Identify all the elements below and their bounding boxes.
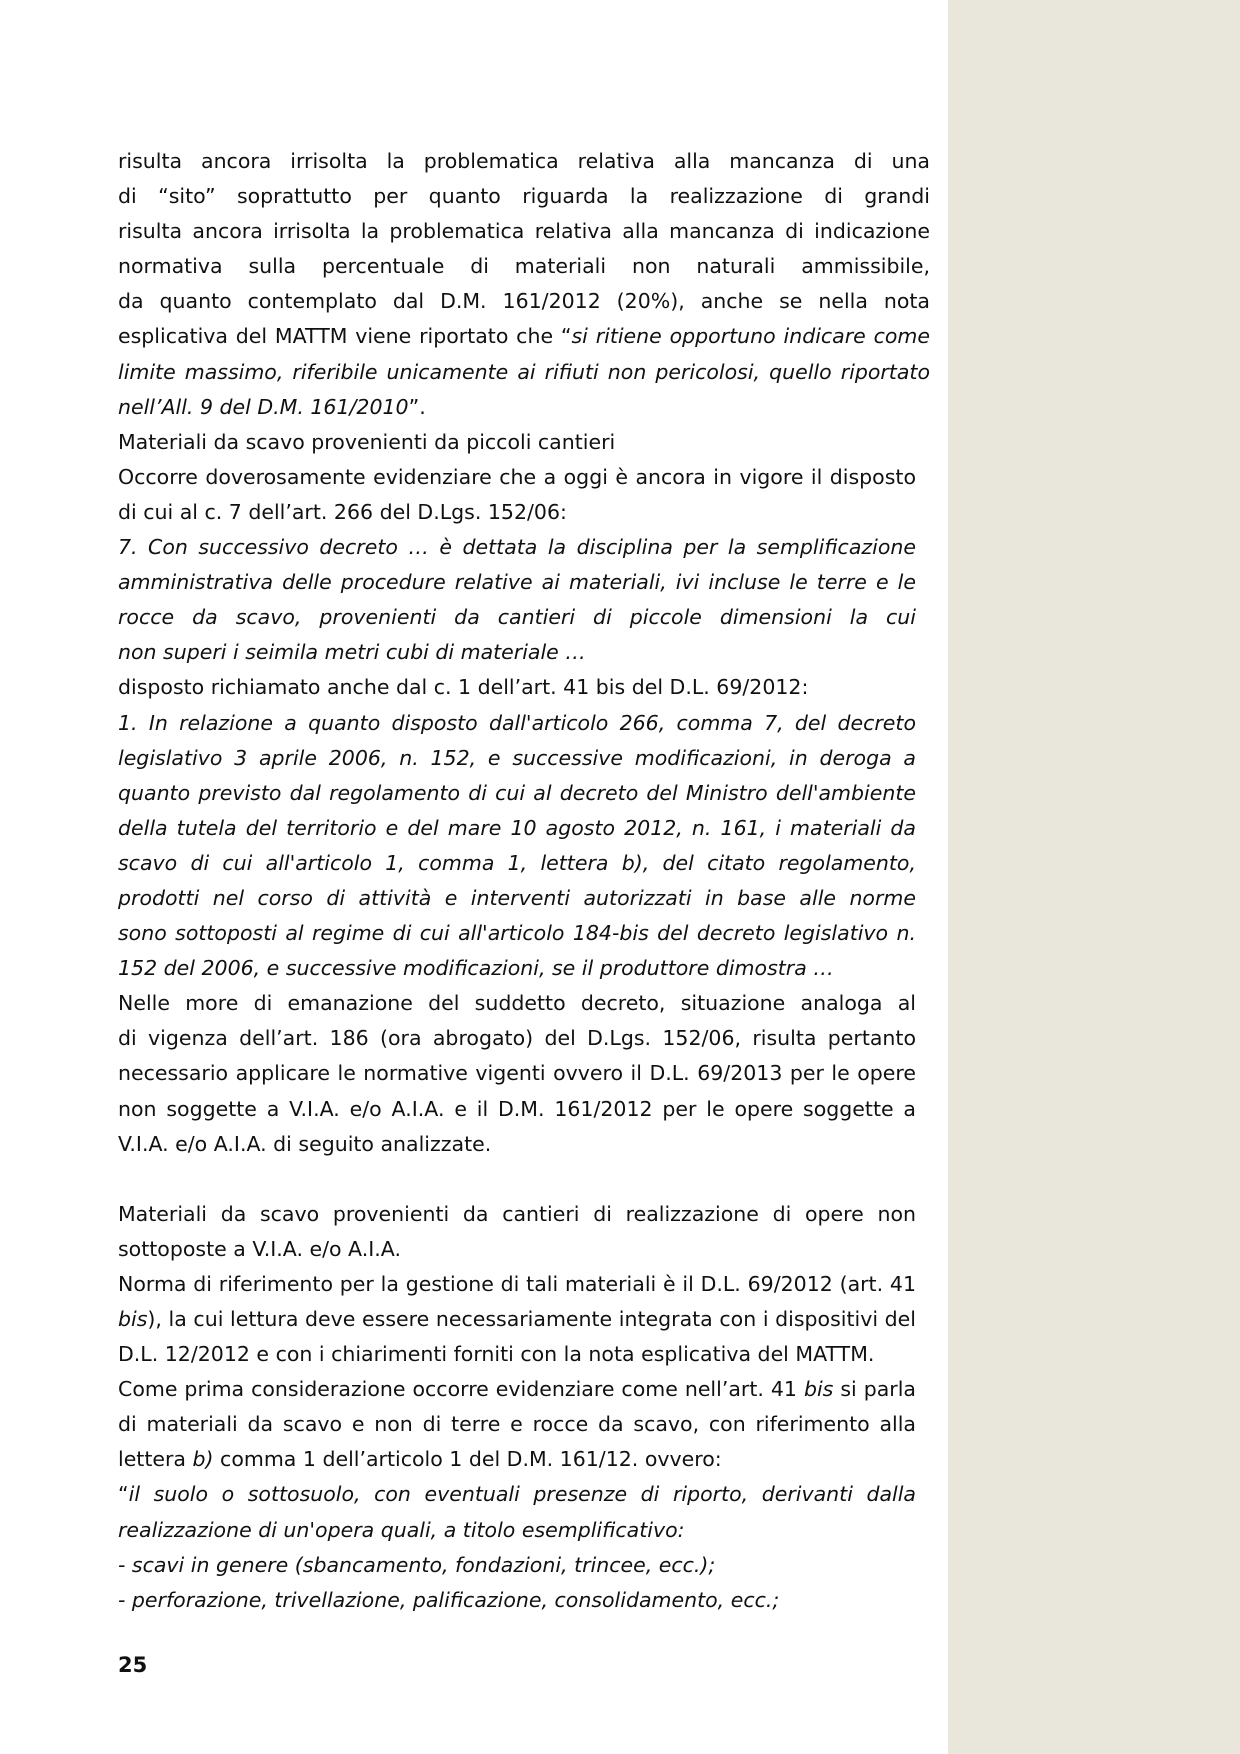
italic-run: bis [118,1307,148,1331]
section-heading: Materiali da scavo provenienti da cantieri di realizzazione di opere non [118,1201,916,1226]
text-line [118,319,930,354]
quote-line: rocce da scavo, provenienti da cantieri di piccole dimensioni la cui [118,605,916,630]
text-line: Occorre doverosamente evidenziare che a oggi è ancora in vigore il disposto [118,464,916,489]
text-line: di vigenza dell’art. 186 (ora abrogato) del D.Lgs. 152/06, risulta pertanto [118,1026,916,1051]
quote-line: 1. In relazione a quanto disposto dall'articolo 266, comma 7, del decreto [118,710,916,735]
text-line: non soggette a V.I.A. e/o A.I.A. e il D.M. 161/2012 per le opere soggette a [118,1096,916,1121]
quote-line: amministrativa delle procedure relative ai materiali, ivi incluse le terre e le [118,570,916,595]
text-line [118,1477,916,1512]
text-line [118,1442,930,1477]
quote-line: limite massimo, riferibile unicamente ai rifiuti non pericolosi, quello riportato [118,359,930,384]
quote-line: non superi i seimila metri cubi di materiale … [118,640,586,665]
quote-line: prodotti nel corso di attività e interventi autorizzati in base alle norme [118,885,916,910]
text-line: di cui al c. 7 dell’art. 266 del D.Lgs. 152/06: [118,499,567,524]
quote-line: realizzazione di un'opera quali, a titolo esemplificativo: [118,1517,685,1542]
paragraph-gap [118,1162,930,1197]
italic-run: b) [192,1447,214,1472]
page-number: 25 [118,1653,148,1677]
text-run: ”. [408,394,426,419]
quote-line: quanto previsto dal regolamento di cui al decreto del Ministro dell'ambiente [118,780,916,805]
list-item: - perforazione, trivellazione, palificazione, consolidamento, ecc.; [118,1587,780,1612]
text-run: “ [118,1482,129,1507]
text-line: risulta ancora irrisolta la problematica relativa alla mancanza di indicazione [118,219,930,244]
italic-run: bis [803,1377,834,1402]
quote-line: sono sottoposti al regime di cui all'articolo 184-bis del decreto legislativo n. [118,921,916,946]
text-run: comma 1 dell’articolo 1 del D.M. 161/12. ovvero: [213,1447,722,1472]
text-line: disposto richiamato anche dal c. 1 dell’art. 41 bis del D.L. 69/2012: [118,675,809,700]
quote-run: nell’All. 9 del D.M. 161/2010 [118,394,409,419]
quote-line: 152 del 2006, e successive modificazioni, se il produttore dimostra … [118,956,834,981]
text-line: Nelle more di emanazione del suddetto decreto, situazione analoga al [118,991,916,1016]
quote-line: della tutela del territorio e del mare 10 agosto 2012, n. 161, i materiali da [118,815,916,840]
quote-line: scavo di cui all'articolo 1, comma 1, lettera b), del citato regolamento, [118,850,916,875]
text-line: da quanto contemplato dal D.M. 161/2012 (20%), anche se nella nota [118,289,930,314]
text-line: necessario applicare le normative vigenti ovvero il D.L. 69/2013 per le opere [118,1061,916,1086]
text-line: di materiali da scavo e non di terre e rocce da scavo, con riferimento alla [118,1412,916,1437]
text-line [118,1302,916,1337]
text-line: di “sito” soprattutto per quanto riguarda la realizzazione di grandi [118,184,930,209]
text-run: ), la cui lettura deve essere necessariamente integrata con i dispositivi del [147,1307,916,1331]
quote-run: si ritiene opportuno indicare come [571,324,930,349]
section-heading: sottoposte a V.I.A. e/o A.I.A. [118,1236,401,1261]
text-line: Norma di riferimento per la gestione di tali materiali è il D.L. 69/2012 (art. 41 [118,1271,916,1296]
text-line: D.L. 12/2012 e con i chiarimenti forniti con la nota esplicativa del MATTM. [118,1342,875,1367]
text-line [118,390,930,425]
quote-line: 7. Con successivo decreto … è dettata la disciplina per la semplificazione [118,535,916,560]
list-item: - scavi in genere (sbancamento, fondazioni, trincee, ecc.); [118,1552,716,1577]
text-run: si parla [833,1377,916,1402]
section-heading: Materiali da scavo provenienti da piccoli cantieri [118,429,616,454]
text-line: V.I.A. e/o A.I.A. di seguito analizzate. [118,1131,492,1156]
text-line: risulta ancora irrisolta la problematica relativa alla mancanza di una [118,149,930,173]
document-body [118,144,930,1618]
text-line [118,1372,916,1407]
text-run: lettera [118,1447,193,1472]
quote-line: legislativo 3 aprile 2006, n. 152, e successive modificazioni, in deroga a [118,745,916,770]
text-run: Come prima considerazione occorre evidenziare come nell’art. 41 [118,1377,804,1402]
side-margin-band [948,0,1240,1754]
text-line: normativa sulla percentuale di materiali non naturali ammissibile, [118,254,930,279]
quote-run: il suolo o sottosuolo, con eventuali presenze di riporto, derivanti dalla [128,1482,916,1507]
text-run: esplicativa del MATTM viene riportato che “ [118,324,572,349]
